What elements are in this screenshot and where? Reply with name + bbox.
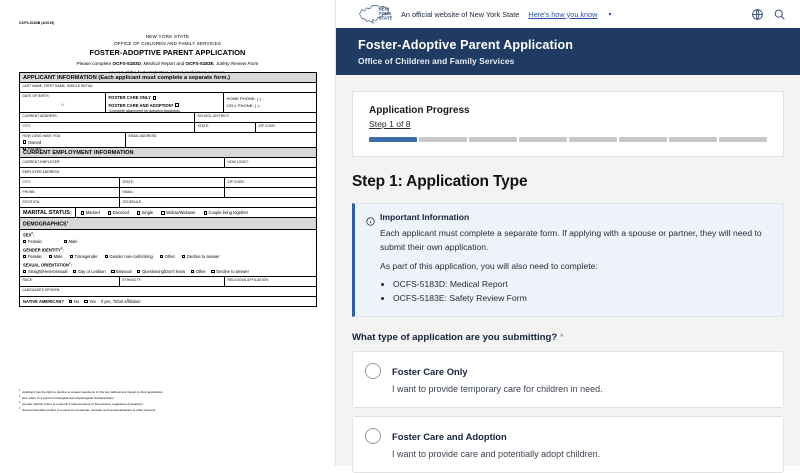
globe-icon[interactable] — [751, 8, 764, 21]
footnote-2: 2 Sex refers to a person's biological and physiological characteristics. — [19, 396, 115, 401]
footnote-3-text: Gender Identity refers to a person's internal sense of themselves, regardless of anatomy. — [22, 402, 144, 407]
field-employer-city[interactable] — [20, 178, 120, 187]
form-row-employer-address — [20, 168, 316, 178]
checkbox-single[interactable] — [137, 210, 153, 215]
heres-how-you-know-label: Here's how you know — [528, 9, 598, 19]
form-row-position-schedule — [20, 198, 316, 208]
form-header — [0, 34, 335, 76]
checkbox-orientation-gay-lesbian[interactable] — [73, 269, 106, 274]
page-banner — [336, 28, 800, 75]
field-phones[interactable] — [224, 93, 316, 112]
field-race[interactable] — [20, 277, 120, 286]
label-native-american-no: No — [73, 298, 80, 304]
checkbox-box-orientation-other[interactable] — [191, 270, 194, 273]
checkbox-box-divorced[interactable] — [108, 211, 111, 214]
label-native-american: NATIVE AMERICAN? — [23, 298, 64, 304]
page-subtitle: Office of Children and Family Services — [358, 56, 515, 67]
checkbox-box-gender-male[interactable] — [49, 255, 52, 258]
checkbox-box-gender-other[interactable] — [160, 255, 163, 258]
field-current-address[interactable] — [20, 113, 195, 122]
demographics-sex-group — [20, 230, 316, 277]
checkbox-gender-other[interactable] — [160, 254, 175, 259]
checkbox-box-gender-nonconforming[interactable] — [105, 255, 108, 258]
checkbox-box-foster-care-only[interactable] — [153, 96, 156, 99]
progress-bar — [369, 137, 767, 142]
instr-mid-1: , Medical Report — [140, 60, 176, 66]
important-information-box — [352, 203, 784, 317]
label-employer-address: EMPLOYER ADDRESS: — [22, 169, 61, 174]
progress-step-text[interactable]: Step 1 of 8 — [369, 119, 411, 129]
sex-label: SEX$^2$: — [23, 232, 35, 238]
new-york-state-logo-icon — [358, 4, 392, 24]
checkbox-couple-living-together[interactable] — [204, 210, 249, 215]
label-gender-nonconforming: Gender non-conforming — [109, 254, 153, 260]
instr-prefix: Please complete — [76, 60, 113, 66]
label-foster-care-adoption: FOSTER CARE AND ADOPTION* — [108, 102, 174, 108]
checkbox-orientation-straight[interactable] — [23, 269, 67, 274]
option-foster-care-and-adoption-text — [392, 427, 600, 461]
progress-segment-7 — [669, 137, 717, 142]
label-position: POSITION: — [22, 199, 41, 204]
note-adoption-attachment: *Complete attachment for Adoption Applicants. — [108, 109, 181, 114]
label-single: Single — [141, 210, 154, 216]
checkbox-box-owned[interactable] — [23, 140, 26, 143]
form-instruction-line1 — [0, 60, 335, 67]
checkbox-gender-female[interactable] — [23, 254, 42, 259]
label-city: CITY: — [22, 124, 32, 129]
field-email-address[interactable] — [126, 133, 316, 147]
svg-text:YORK: YORK — [378, 11, 392, 16]
marital-status-options — [76, 210, 248, 215]
checkbox-divorced[interactable] — [108, 210, 129, 215]
checkbox-box-married[interactable] — [81, 211, 84, 214]
heres-how-you-know-link[interactable] — [528, 10, 597, 19]
instr-mid-2: , Safety Review Form — [213, 60, 259, 66]
info-circle-icon — [366, 213, 375, 222]
field-full-name[interactable] — [20, 83, 316, 92]
checkbox-box-rented[interactable] — [23, 147, 26, 150]
option-title: Foster Care Only — [392, 365, 468, 377]
field-housing-tenure[interactable] — [20, 133, 126, 151]
label-sex-female: Female — [27, 239, 42, 245]
form-row-city-state-zip — [20, 123, 316, 133]
form-row-dob-care-phone — [20, 93, 316, 113]
field-employer-email[interactable] — [120, 188, 225, 197]
label-orientation-other: Other — [195, 268, 206, 274]
form-row-race-ethnicity-religion — [20, 277, 316, 287]
info-paragraph-2: As part of this application, you will also need to complete: — [380, 260, 598, 271]
label-tribal-affiliation: If yes, Tribal Affiliation: — [100, 298, 142, 304]
field-state[interactable] — [195, 123, 256, 132]
field-date-of-birth[interactable] — [20, 93, 106, 112]
checkbox-married[interactable] — [81, 210, 100, 215]
field-religious-affiliation[interactable] — [225, 277, 316, 286]
radio-foster-care-and-adoption[interactable] — [365, 428, 381, 444]
form-row-employer-phone-email — [20, 188, 316, 198]
label-native-american-yes: Yes — [89, 298, 96, 304]
field-application-type-checkboxes[interactable] — [106, 93, 224, 112]
progress-segment-8 — [719, 137, 767, 142]
instr-code-2: OCFS-5183E — [185, 60, 214, 66]
checkbox-foster-care-adoption[interactable] — [109, 102, 221, 109]
checkbox-box-native-american-yes[interactable] — [84, 300, 87, 303]
main-content — [336, 91, 800, 157]
field-employer-phone[interactable] — [20, 188, 120, 197]
applicant-section-heading: APPLICANT INFORMATION (Each applicant must complete a separate form.) — [20, 73, 316, 83]
form-footnotes — [19, 389, 309, 413]
option-foster-care-only-text — [392, 362, 603, 396]
page-title: Foster-Adoptive Parent Application — [358, 38, 574, 52]
field-employer-address[interactable] — [20, 168, 316, 177]
label-employer-phone: PHONE: — [22, 189, 36, 194]
label-widowed: Widow/Widower — [166, 210, 196, 216]
checkbox-box-couple-living-together[interactable] — [204, 211, 207, 214]
label-orientation-questioning: Questioning/Don't know — [142, 268, 186, 274]
label-couple-living-together: Couple living together — [208, 210, 249, 216]
form-row-employer — [20, 158, 316, 168]
label-orientation-decline: Decline to answer — [216, 268, 249, 274]
sex-options — [23, 239, 313, 244]
checkbox-box-widowed[interactable] — [161, 211, 164, 214]
checkbox-owned[interactable] — [23, 140, 123, 145]
option-title: Foster Care and Adoption — [392, 430, 507, 442]
footnote-1: 1 Applicant has the right to decline to answer questions in this box without any impact to their application. — [19, 390, 164, 394]
form-code: OCFS-5183B (4/2019) — [19, 21, 55, 25]
form-row-languages — [20, 287, 316, 297]
field-native-american[interactable] — [20, 297, 316, 306]
label-gender-other: Other — [164, 254, 176, 260]
checkbox-box-orientation-questioning[interactable] — [137, 270, 140, 273]
dob-slash-marks: / / — [60, 101, 65, 107]
label-date-of-birth: DATE OF BIRTH — [22, 94, 49, 99]
required-marker: * — [559, 331, 564, 343]
info-paragraph-1: Each applicant must complete a separate form. If applying with a spouse or partner, they will need to submit their own application. — [380, 228, 762, 252]
label-orientation-bisexual: Bisexual — [116, 268, 132, 274]
form-row-address-district — [20, 113, 316, 123]
option-description: I want to provide temporary care for children in need. — [392, 383, 603, 394]
option-description: I want to provide care and potentially adopt children. — [392, 448, 601, 459]
info-required-forms-list — [380, 278, 771, 306]
chevron-down-icon[interactable]: ▾ — [608, 11, 612, 18]
progress-segment-5 — [569, 137, 617, 142]
checkbox-orientation-bisexual[interactable] — [111, 269, 131, 274]
field-employer-email-cont[interactable] — [225, 188, 316, 197]
checkbox-box-orientation-bisexual[interactable] — [111, 270, 114, 273]
field-current-employer[interactable] — [20, 158, 225, 167]
checkbox-orientation-decline[interactable] — [211, 269, 249, 274]
form-row-employer-city-state-zip — [20, 178, 316, 188]
label-current-address: CURRENT ADDRESS: — [22, 114, 58, 119]
checkbox-native-american-yes[interactable] — [84, 299, 96, 304]
checkbox-widowed[interactable] — [161, 210, 195, 215]
field-position[interactable] — [20, 198, 120, 207]
sex-label-text: SEX — [23, 232, 32, 238]
option-foster-care-only[interactable] — [352, 351, 784, 408]
label-email-address: EMAIL ADDRESS: — [128, 134, 158, 139]
marital-status-row — [20, 208, 316, 218]
employment-section-heading: CURRENT EMPLOYMENT INFORMATION — [20, 148, 316, 158]
field-schedule[interactable] — [120, 198, 316, 207]
checkbox-box-gender-transgender[interactable] — [70, 255, 73, 258]
checkbox-gender-nonconforming[interactable] — [105, 254, 153, 259]
label-race: RACE: — [22, 278, 34, 283]
form-row-native-american — [20, 297, 316, 307]
label-school-district: SCHOOL DISTRICT: — [197, 114, 230, 119]
sexual-orientation-options — [23, 269, 313, 274]
label-foster-care-only: FOSTER CARE ONLY — [108, 95, 151, 101]
form-table — [19, 72, 317, 307]
label-schedule: SCHEDULE: — [122, 199, 143, 204]
label-cell-phone: CELL PHONE: ( ) - — [226, 103, 262, 109]
label-owned: Owned — [27, 139, 42, 145]
label-full-name: LAST NAME, FIRST NAME, MIDDLE INITIAL: — [22, 84, 94, 89]
label-rented: Rented — [27, 145, 42, 151]
label-employer-city: CITY: — [22, 179, 32, 184]
form-title: FOSTER-ADOPTIVE PARENT APPLICATION — [89, 48, 246, 58]
label-sex-male: Male — [68, 239, 78, 245]
checkbox-box-gender-female[interactable] — [23, 255, 26, 258]
sexual-orientation-label-text: SEXUAL ORIENTATION — [23, 262, 69, 268]
footnote-4: 4 Sexual Orientation refers to a person's emotional, romantic and sexual attraction to other persons. — [19, 408, 157, 413]
info-box-header — [366, 212, 771, 222]
label-gender-transgender: Transgender — [74, 254, 98, 260]
field-school-district[interactable] — [195, 113, 316, 122]
progress-segment-6 — [619, 137, 667, 142]
footnote-4-text: Sexual Orientation refers to a person's emotional, romantic and sexual attraction to other persons. — [22, 408, 157, 413]
web-app-pane — [336, 0, 800, 466]
checkbox-box-orientation-straight[interactable] — [23, 270, 26, 273]
progress-title: Application Progress — [369, 105, 470, 116]
label-religious-affiliation: RELIGIOUS AFFILIATION: — [227, 278, 270, 283]
checkbox-gender-decline[interactable] — [182, 254, 220, 259]
checkbox-box-single[interactable] — [137, 211, 140, 214]
label-employment-how-long: HOW LONG? — [227, 159, 249, 164]
agency-office: OFFICE OF CHILDREN AND FAMILY SERVICES — [114, 40, 221, 46]
progress-segment-2 — [419, 137, 467, 142]
svg-text:NEW: NEW — [378, 6, 389, 12]
label-employer-state: STATE: — [122, 179, 135, 184]
checkbox-box-foster-care-adoption[interactable] — [175, 103, 178, 106]
field-employer-zip[interactable] — [225, 178, 316, 187]
field-languages-spoken[interactable] — [20, 287, 316, 296]
official-website-text: An official website of New York State — [401, 9, 520, 19]
label-how-long-have-you: HOW LONG HAVE YOU: — [22, 134, 62, 139]
progress-segment-1 — [369, 137, 417, 142]
checkbox-orientation-other[interactable] — [191, 269, 206, 274]
instr-code-1: OCFS-5183D — [112, 60, 141, 66]
checkbox-sex-female[interactable] — [23, 239, 42, 244]
label-orientation-gay-lesbian: Gay or Lesbian — [77, 268, 106, 274]
label-married: Married — [85, 210, 100, 216]
step-heading: Step 1: Application Type — [352, 173, 528, 190]
application-progress-card — [352, 91, 784, 157]
instr-and: and — [175, 60, 186, 66]
info-box-body — [380, 227, 771, 306]
label-current-employer: CURRENT EMPLOYER: — [22, 159, 61, 164]
footnote-2-text: Sex refers to a person's biological and physiological characteristics. — [22, 396, 115, 401]
label-home-phone: HOME PHONE: ( ) - — [226, 96, 264, 102]
label-gender-female: Female — [27, 254, 42, 260]
checkbox-gender-transgender[interactable] — [70, 254, 98, 259]
checkbox-rented[interactable] — [23, 146, 123, 151]
gender-identity-options — [23, 254, 313, 259]
demographics-heading-text: DEMOGRAPHICS — [23, 221, 67, 228]
form-row-name — [20, 83, 316, 93]
search-icon[interactable] — [773, 8, 786, 21]
agency-state: NEW YORK STATE — [145, 34, 190, 39]
checkbox-box-native-american-no[interactable] — [69, 300, 72, 303]
checkbox-native-american-no[interactable] — [69, 299, 79, 304]
label-employer-email: EMAIL: — [122, 189, 134, 194]
info-box-title: Important Information — [380, 212, 470, 222]
radio-foster-care-only[interactable] — [365, 363, 381, 379]
footnote-1-text: Applicant has the right to decline to answer questions in this box without any impact to their application. — [22, 390, 164, 394]
label-orientation-straight: Straight/Heterosexual — [27, 268, 68, 274]
progress-segment-4 — [519, 137, 567, 142]
list-item: • OCFS-5183D: Medical Report — [393, 278, 771, 292]
field-employer-state[interactable] — [120, 178, 225, 187]
checkbox-orientation-questioning[interactable] — [137, 269, 185, 274]
checkbox-sex-male[interactable] — [64, 239, 78, 244]
checkbox-box-orientation-decline[interactable] — [211, 270, 214, 273]
label-gender-male: Male — [53, 254, 63, 260]
checkbox-box-sex-male[interactable] — [64, 240, 67, 243]
gender-identity-label-text: GENDER IDENTITY — [23, 247, 61, 253]
ny-gov-bar — [336, 0, 800, 28]
checkbox-box-sex-female[interactable] — [23, 240, 26, 243]
label-languages-spoken: LANGUAGES SPOKEN: — [22, 288, 61, 293]
label-divorced: Divorced — [112, 210, 129, 216]
pdf-form-pane — [0, 0, 336, 466]
checkbox-gender-male[interactable] — [49, 254, 63, 259]
checkbox-box-gender-decline[interactable] — [182, 255, 185, 258]
footnote-3: 3 Gender Identity refers to a person's internal sense of themselves, regardless of anatomy. — [19, 402, 144, 407]
option-foster-care-and-adoption[interactable] — [352, 416, 784, 473]
application-type-question — [352, 332, 784, 343]
label-zip: ZIP CODE: — [258, 124, 276, 129]
label-employer-zip: ZIP CODE: — [227, 179, 245, 184]
field-zip[interactable] — [256, 123, 316, 132]
field-ethnicity[interactable] — [120, 277, 225, 286]
svg-text:STATE: STATE — [378, 15, 392, 21]
field-employment-duration[interactable] — [225, 158, 316, 167]
label-state: STATE: — [197, 124, 210, 129]
sexual-orientation-label: SEXUAL ORIENTATION$^4$: — [23, 262, 72, 268]
label-ethnicity: ETHNICITY: — [122, 278, 142, 283]
question-text: What type of application are you submitting? — [352, 331, 558, 343]
list-item: • OCFS-5183E: Safety Review Form — [393, 292, 771, 306]
label-gender-decline: Decline to answer — [187, 254, 220, 260]
marital-status-label: MARITAL STATUS: — [20, 208, 76, 217]
checkbox-foster-care-only[interactable] — [109, 94, 221, 101]
checkbox-box-orientation-gay-lesbian[interactable] — [73, 270, 76, 273]
form-row-tenure-email — [20, 133, 316, 151]
progress-segment-3 — [469, 137, 517, 142]
demographics-section-heading: DEMOGRAPHICS$^1$ — [20, 218, 316, 230]
field-city[interactable] — [20, 123, 195, 132]
gender-identity-label: GENDER IDENTITY$^3$: — [23, 247, 64, 253]
